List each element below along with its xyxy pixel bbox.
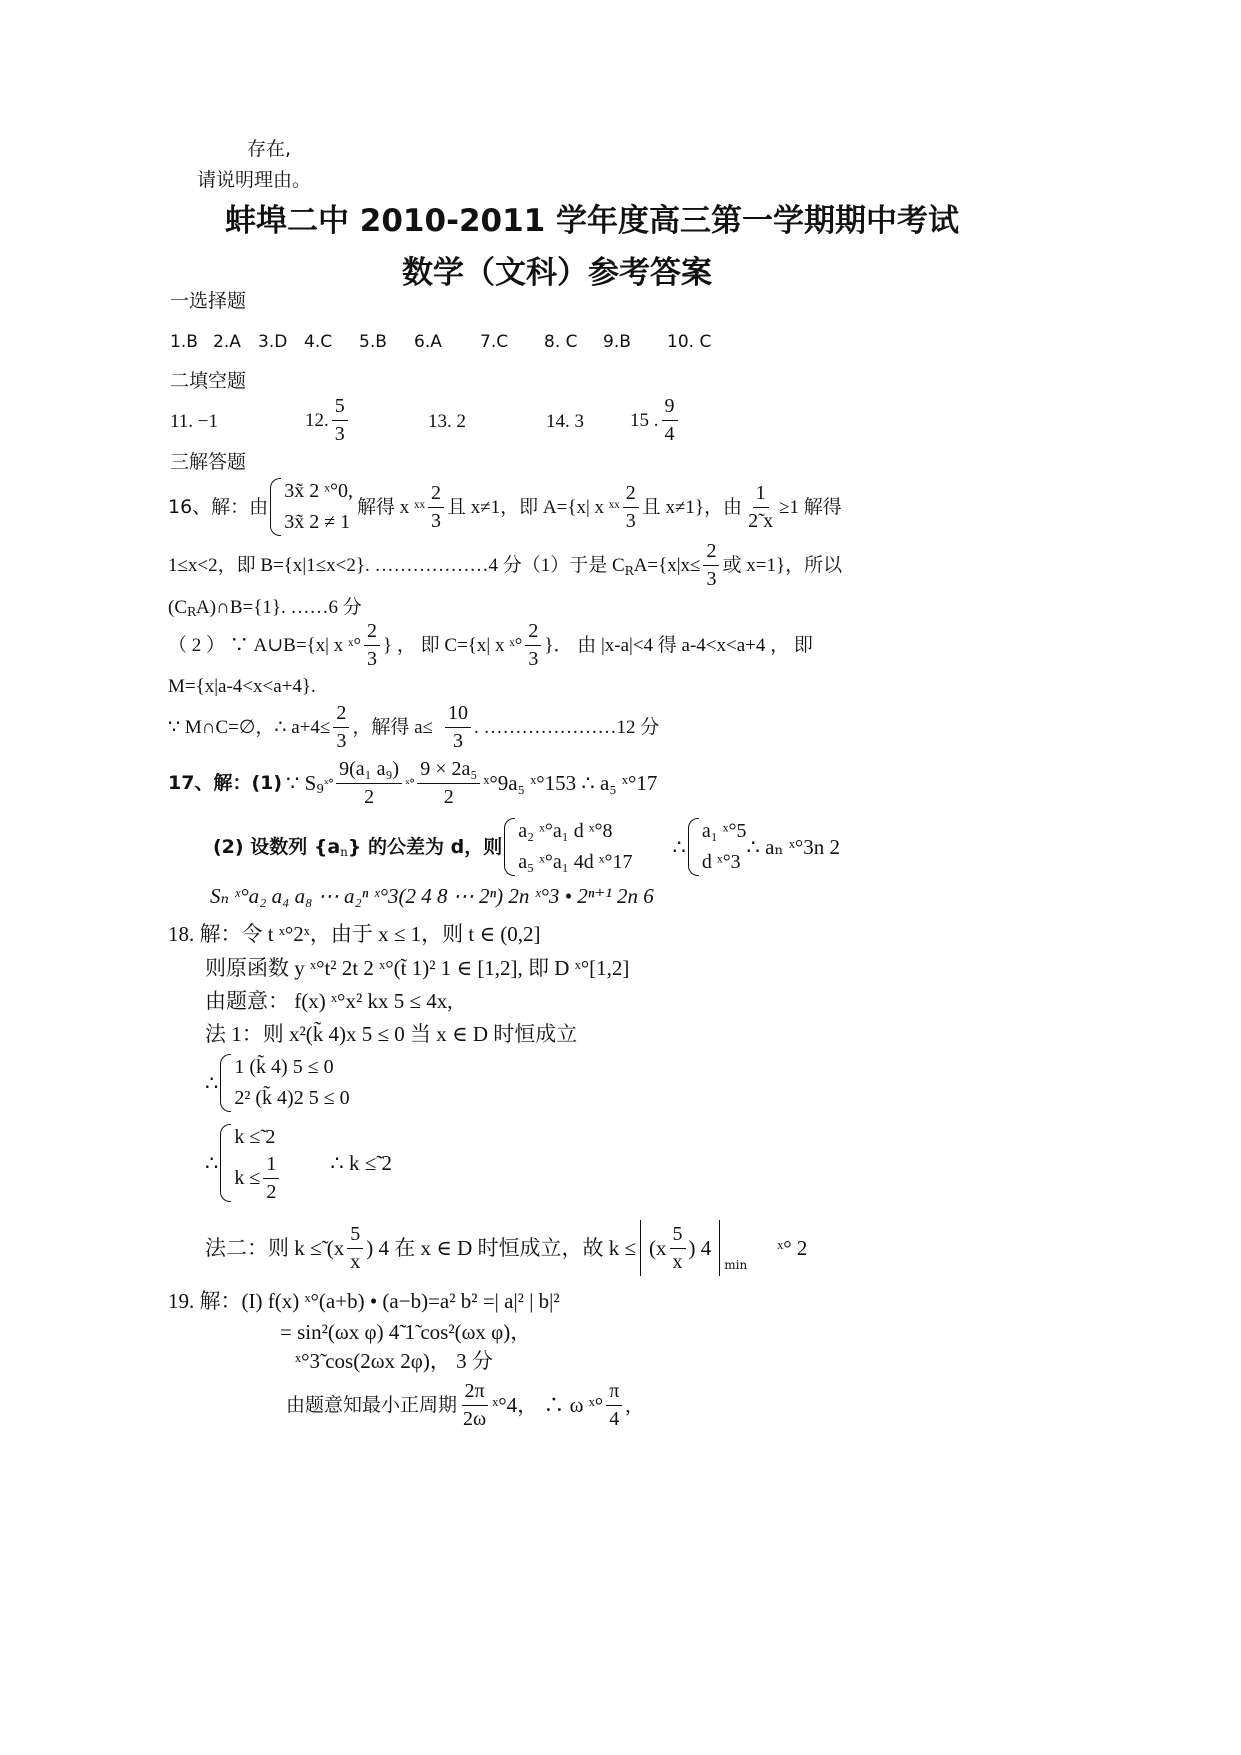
page-subtitle: 数学（文科）参考答案 — [402, 255, 712, 291]
q16-line-6: ∵ M∩C=∅，∴ a+4≤ $\frac{2}{3}$ ，解得 a≤ $\frac{10}{3}$ . …………………12 分 — [168, 702, 660, 752]
fill-answer-12: 12. $\frac{5}{3}$ — [305, 395, 351, 446]
page-title: 蚌埠二中 2010-2011 学年度高三第一学期期中考试 — [225, 203, 960, 239]
q18-line-2: 则原函数 y ˣ°t² 2t 2 ˣ°(t̃ 1)² 1 ∈ [1,2], 即 D ˣ°[1,2] — [205, 956, 630, 980]
q16-line-4: （ 2 ） ∵ A∪B={x| x ˣ° $\frac{2}{3}$ } ， 即 C={x| x ˣ° $\frac{2}{3}$ }． 由 |x-a|<4 得 a-4<x<a+4 ， 即 — [168, 620, 813, 670]
choice-answer-10: 10. C — [667, 332, 712, 352]
q17-line-2: (2) 设数列 {a $_n$ } 的公差为 d，则 a₂ ˣ°a₁ d ˣ°8 a₅ ˣ°a₁ 4d ˣ°17 ∴ a₁ ˣ°5 d ˣ°3 ∴ aₙ ˣ°3n 2 — [213, 816, 840, 878]
top-line-1: 存在, — [247, 138, 292, 160]
fill-answer-13: 13. 2 — [428, 411, 466, 432]
section-solution-heading: 三解答题 — [170, 451, 247, 473]
q17-system-2: a₁ ˣ°5 d ˣ°3 — [686, 816, 747, 878]
choice-answer-9: 9.B — [603, 332, 631, 352]
choice-answer-1: 1.B — [170, 332, 198, 352]
choice-answer-2: 2.A — [213, 332, 241, 352]
q17-line-3: Sₙ ˣ°a₂ a₄ a₈ ⋯ a₂ⁿ ˣ°3(2 4 8 ⋯ 2ⁿ) 2n ˣ°3 • 2ⁿ⁺¹ 2n 6 — [210, 884, 654, 908]
top-line-2: 请说明理由。 — [197, 169, 312, 191]
q17-line-1: 17、解：(1) ∵ S $_9$ ˣ° $\frac{\text{9(a₁ a₉)}}{2}$ ˣ° $\frac{\text{9 × 2a₅}}{2}$ ˣ°9a₅ ˣ°153 ∴ a₅ ˣ°17 — [168, 758, 658, 808]
q18-line-1: 18. 解：令 t ˣ°2ˣ，由于 x ≤ 1，则 t ∈ (0,2] — [168, 922, 541, 946]
q16-line-3: (C $_R$ A)∩B={1}. ……6 分 — [168, 596, 362, 619]
section-fill-heading: 二填空题 — [170, 370, 247, 392]
q19-line-3: ˣ°3̃ cos(2ωx 2φ)， 3 分 — [295, 1349, 493, 1373]
choice-answer-6: 6.A — [414, 332, 442, 352]
fill-answer-14: 14. 3 — [546, 411, 584, 432]
choice-answer-8: 8. C — [544, 332, 578, 352]
q18-line-4: 法 1：则 x²(k̃ 4)x 5 ≤ 0 当 x ∈ D 时恒成立 — [205, 1022, 578, 1046]
q16-system: 3x̃ 2 ˣ°0, 3x̃ 2 ≠ 1 — [268, 476, 353, 538]
fill-answer-15: 15 . $\frac{9}{4}$ — [630, 395, 681, 446]
section-choice-heading: 一选择题 — [170, 290, 247, 312]
choice-answer-5: 5.B — [359, 332, 387, 352]
fill-answer-11: 11. −1 — [170, 411, 219, 432]
q18-line-5: 法二：则 k ≤̃ (x $\frac{5}{x}$ ) 4 在 x ∈ D 时恒成立，故 k ≤ (x $\frac{5}{x}$ ) 4 $_{min}$ ˣ° 2 — [205, 1220, 807, 1276]
choice-answer-4: 4.C — [304, 332, 333, 352]
q16-line-2: 1≤x<2，即 B={x|1≤x<2}. ………………4 分（1）于是 C $_R$ A={x|x≤ $\frac{2}{3}$ 或 x=1}，所以 — [168, 540, 843, 590]
q18-line-3: 由题意： f(x) ˣ°x² kx 5 ≤ 4x, — [205, 989, 453, 1013]
q19-line-1: 19. 解：(I) f(x) ˣ°(a+b) • (a−b)=a² b² =| a|² | b|² — [168, 1289, 560, 1313]
choice-answer-3: 3.D — [258, 332, 288, 352]
q16-line-5: M={x|a-4<x<a+4}. — [168, 676, 316, 697]
choice-answer-7: 7.C — [480, 332, 509, 352]
q18-system-1: ∴ 1 (k̃ 4) 5 ≤ 0 2² (k̃ 4)2 5 ≤ 0 — [205, 1052, 350, 1114]
q18-system-2: ∴ k ≤̃ 2 k ≤ $\frac{1}{2}$ ∴ k ≤̃ 2 — [205, 1122, 392, 1204]
q17-system-1: a₂ ˣ°a₁ d ˣ°8 a₅ ˣ°a₁ 4d ˣ°17 — [502, 816, 632, 878]
q19-line-2: = sin²(ωx φ) 4̃ 1̃ cos²(ωx φ)， — [280, 1320, 532, 1344]
q19-line-4: 由题意知最小正周期 $\frac{2\pi}{2\omega}$ ˣ°4， ∴ ω ˣ° $\frac{\pi}{4}$ , — [286, 1380, 631, 1430]
q16-line-1: 16、解：由 3x̃ 2 ˣ°0, 3x̃ 2 ≠ 1 解得 x ˣˣ $\frac{2}{3}$ 且 x≠1，即 A={x| x ˣˣ $\frac{2}{3}$ 且 x≠1}，由 $\frac{1}{2̃ x}$ ≥1 解得 — [168, 476, 842, 538]
